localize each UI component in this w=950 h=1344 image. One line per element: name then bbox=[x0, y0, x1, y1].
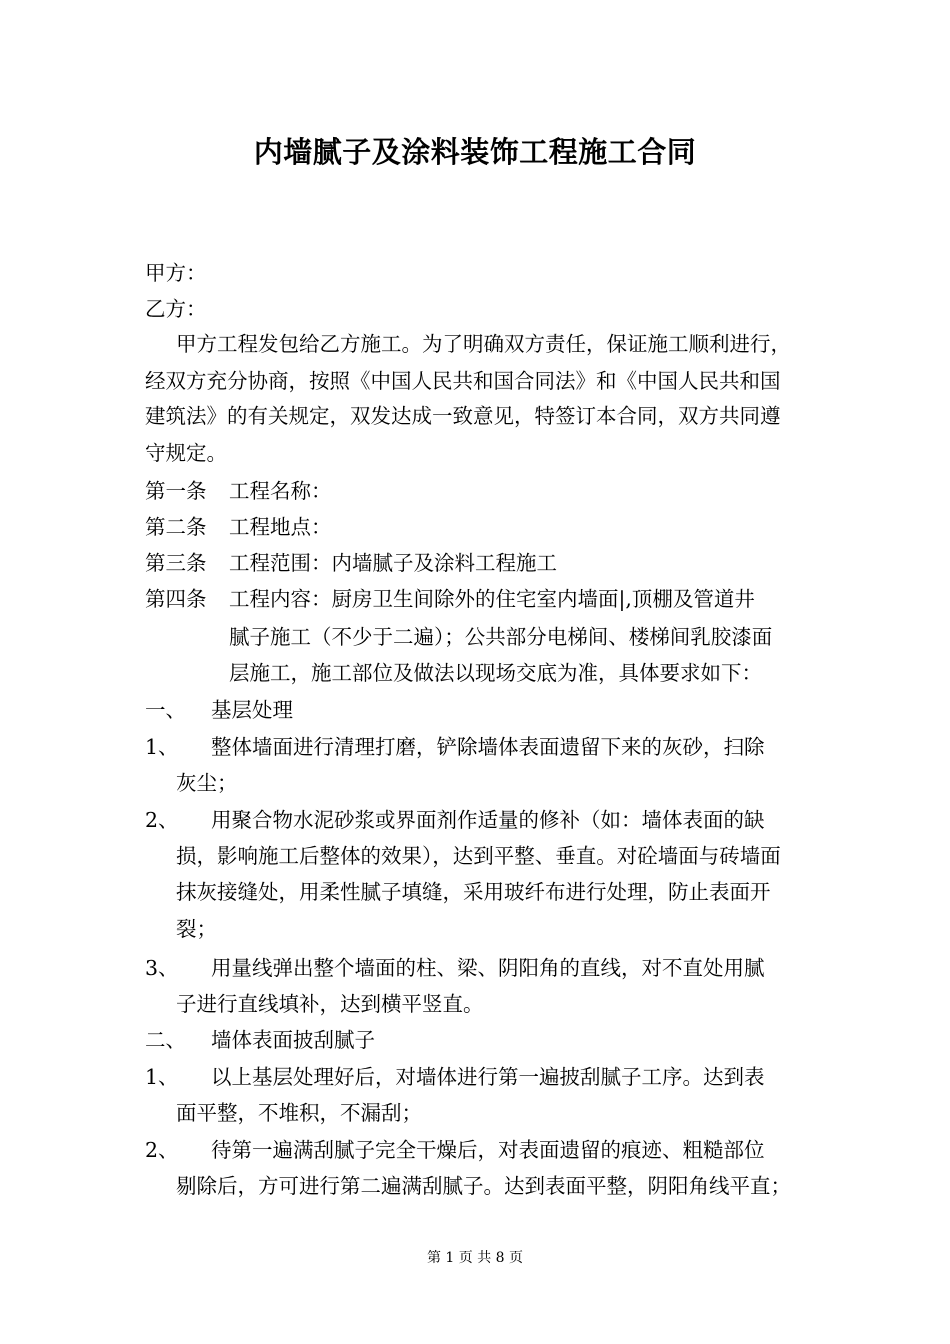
section-1-num: 一、 bbox=[145, 698, 186, 722]
section-2-num: 二、 bbox=[145, 1028, 186, 1052]
article-4-cont-1: 腻子施工（不少于二遍）；公共部分电梯间、楼梯间乳胶漆面 bbox=[229, 625, 773, 649]
s1-item-2-num: 2、 bbox=[145, 808, 179, 832]
section-1-title: 基层处理 bbox=[211, 698, 293, 722]
s1-item-3-line-1: 用量线弹出整个墙面的柱、梁、阴阳角的直线，对不直处用腻 bbox=[211, 956, 765, 980]
s1-item-1-line-2: 灰尘； bbox=[176, 771, 238, 795]
s1-item-2-line-2: 损，影响施工后整体的效果），达到平整、垂直。对砼墙面与砖墙面 bbox=[176, 844, 781, 868]
page-footer: 第 1 页 共 8 页 bbox=[426, 1250, 524, 1266]
s2-item-1-line-2: 面平整，不堆积，不漏刮； bbox=[176, 1101, 422, 1125]
section-2-title: 墙体表面披刮腻子 bbox=[211, 1028, 375, 1052]
article-2-num: 第二条 bbox=[145, 515, 207, 539]
article-3-num: 第三条 bbox=[145, 551, 207, 575]
s1-item-3-line-2: 子进行直线填补，达到横平竖直。 bbox=[176, 992, 484, 1016]
s2-item-2-line-2: 剔除后，方可进行第二遍满刮腻子。达到表面平整，阴阳角线平直； bbox=[176, 1174, 791, 1198]
document-title: 内墙腻子及涂料装饰工程施工合同 bbox=[253, 135, 697, 169]
s2-item-1-num: 1、 bbox=[145, 1065, 179, 1089]
s2-item-2-num: 2、 bbox=[145, 1138, 179, 1162]
intro-line-3: 建筑法》的有关规定，双发达成一致意见，特签订本合同，双方共同遵 bbox=[145, 404, 781, 428]
party-a-label: 甲方： bbox=[145, 261, 207, 285]
s1-item-2-line-1: 用聚合物水泥砂浆或界面剂作适量的修补（如：墙体表面的缺 bbox=[211, 808, 765, 832]
s1-item-1-line-1: 整体墙面进行清理打磨，铲除墙体表面遗留下来的灰砂，扫除 bbox=[211, 735, 765, 759]
article-3-text: 工程范围：内墙腻子及涂料工程施工 bbox=[229, 551, 557, 575]
s1-item-2-line-4: 裂； bbox=[176, 917, 217, 941]
intro-line-4: 守规定。 bbox=[145, 441, 227, 465]
intro-line-1: 甲方工程发包给乙方施工。为了明确双方责任，保证施工顺利进行， bbox=[176, 332, 791, 356]
intro-line-2: 经双方充分协商，按照《中国人民共和国合同法》和《中国人民共和国 bbox=[145, 369, 781, 393]
article-4-text: 工程内容：厨房卫生间除外的住宅室内墙面|,顶棚及管道井 bbox=[229, 587, 755, 611]
article-4-num: 第四条 bbox=[145, 587, 207, 611]
party-b-label: 乙方： bbox=[145, 297, 207, 321]
s1-item-1-num: 1、 bbox=[145, 735, 179, 759]
s1-item-3-num: 3、 bbox=[145, 956, 179, 980]
s1-item-2-line-3: 抹灰接缝处，用柔性腻子填缝，采用玻纤布进行处理，防止表面开 bbox=[176, 880, 771, 904]
s2-item-1-line-1: 以上基层处理好后，对墙体进行第一遍披刮腻子工序。达到表 bbox=[211, 1065, 765, 1089]
s2-item-2-line-1: 待第一遍满刮腻子完全干燥后，对表面遗留的痕迹、粗糙部位 bbox=[211, 1138, 765, 1162]
article-1-text: 工程名称： bbox=[229, 479, 332, 503]
article-4-cont-2: 层施工，施工部位及做法以现场交底为准，具体要求如下： bbox=[229, 661, 762, 685]
article-2-text: 工程地点： bbox=[229, 515, 332, 539]
article-1-num: 第一条 bbox=[145, 479, 207, 503]
